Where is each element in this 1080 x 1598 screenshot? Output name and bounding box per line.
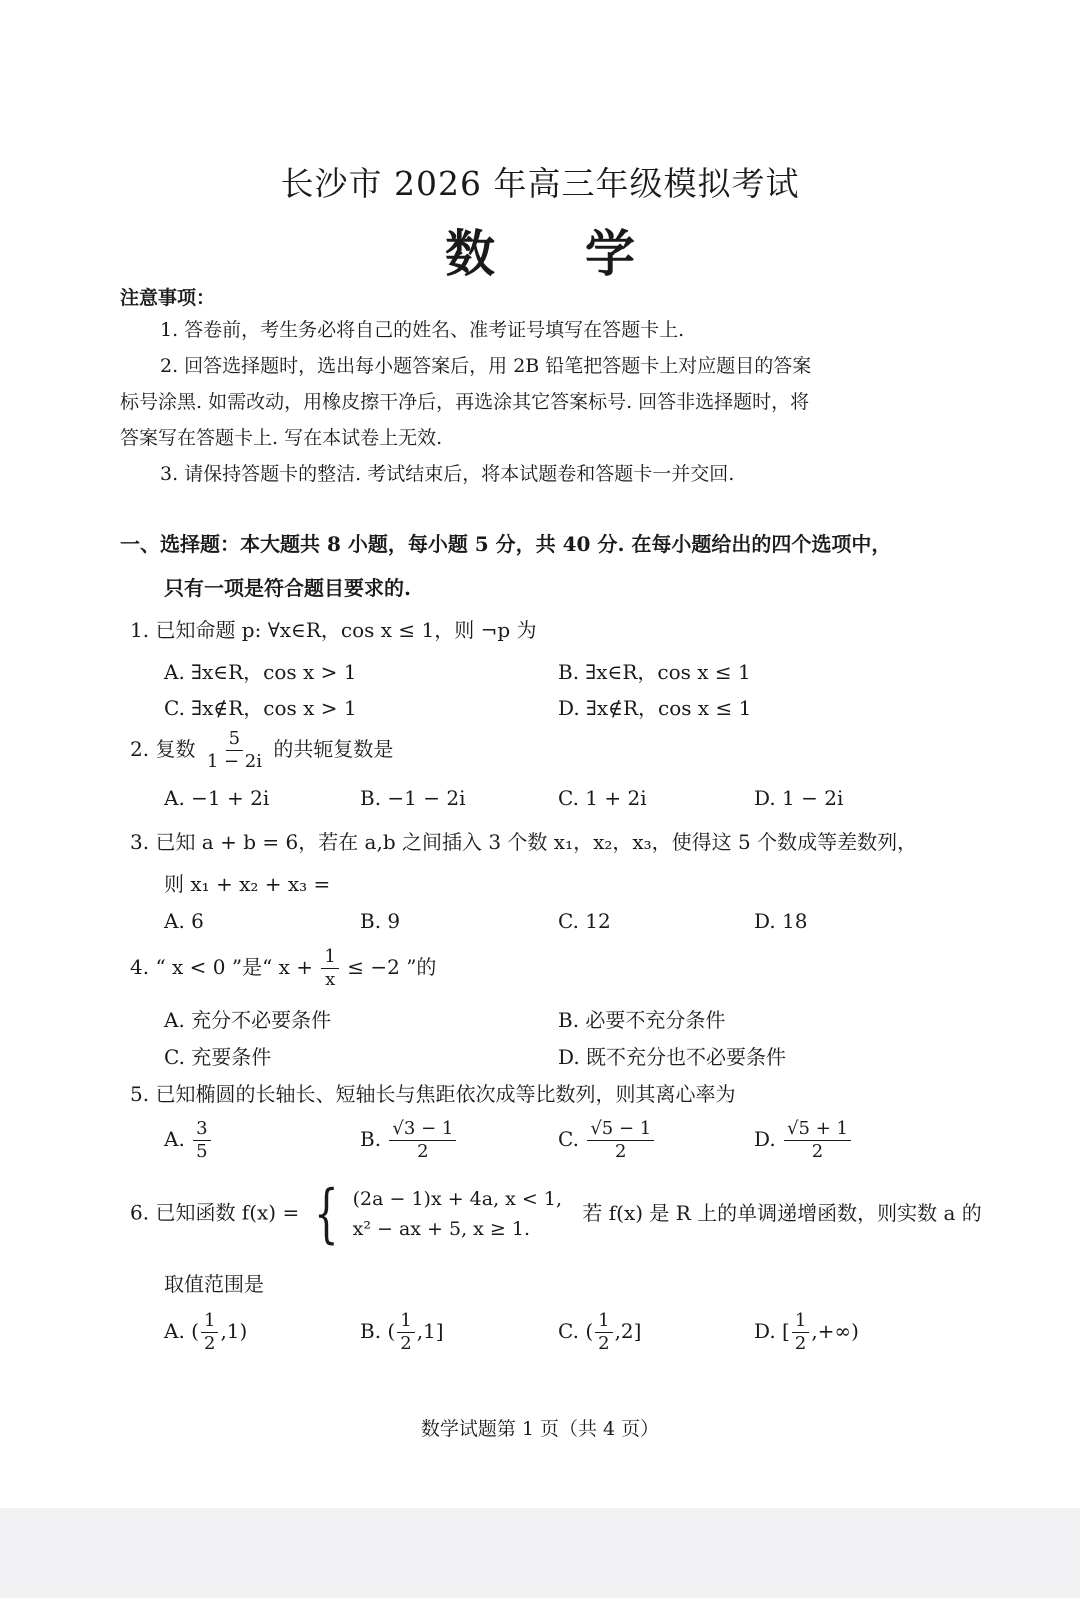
question-6-option-b [360, 1312, 444, 1353]
piecewise-case-1: (2a − 1)x + 4a, x < 1, [352, 1188, 563, 1210]
notes-heading: 注意事项： [120, 287, 216, 309]
option-label: D. [754, 1127, 776, 1151]
question-1-stem: 1. 已知命题 p: ∀x∈R，cos x ≤ 1，则 ¬p 为 [130, 618, 537, 642]
fraction-numerator: 5 [226, 730, 243, 751]
option-label: B. [360, 1319, 382, 1343]
fraction-denominator: 2 [400, 1333, 412, 1354]
exam-title: 长沙市 2026 年高三年级模拟考试 [280, 164, 800, 203]
question-3-option-c: C. 12 [558, 909, 611, 933]
question-1-option-c: C. ∃x∉R，cos x > 1 [164, 696, 357, 720]
question-5-stem: 5. 已知椭圆的长轴长、短轴长与焦距依次成等比数列，则其离心率为 [130, 1082, 736, 1106]
question-6-suffix: 若 f(x) 是 R 上的单调递增函数，则实数 a 的 [582, 1200, 982, 1225]
question-4-stem [130, 948, 436, 989]
interval-close: ,1] [416, 1319, 444, 1343]
fraction-denominator: 2 [615, 1141, 627, 1162]
interval-close: ,1) [220, 1319, 248, 1343]
question-3-stem-line-2: 则 x₁ + x₂ + x₃ = [164, 872, 331, 896]
fraction-denominator: 5 [196, 1141, 208, 1162]
question-1-option-d: D. ∃x∉R，cos x ≤ 1 [558, 696, 752, 720]
option-label: A. [164, 1127, 185, 1151]
note-item-2-line-3: 答案写在答题卡上. 写在本试卷上无效. [120, 427, 443, 449]
fraction-numerator: 1 [201, 1312, 218, 1333]
question-6-stem-line-2: 取值范围是 [164, 1272, 264, 1296]
fraction-numerator: √5 − 1 [587, 1120, 654, 1141]
option-label: B. [360, 1127, 382, 1151]
fraction-numerator: 1 [321, 948, 338, 969]
piecewise-cases [353, 1184, 562, 1244]
question-3-option-d: D. 18 [754, 909, 808, 933]
fraction-denominator: x [325, 969, 336, 990]
question-2-suffix: 的共轭复数是 [273, 737, 394, 761]
option-fraction [784, 1120, 851, 1161]
fraction-numerator: 1 [792, 1312, 809, 1333]
fraction-numerator: √5 + 1 [784, 1120, 851, 1141]
note-item-3: 3. 请保持答题卡的整洁. 考试结束后，将本试题卷和答题卡一并交回. [160, 463, 735, 485]
question-2-option-d: D. 1 − 2i [754, 786, 844, 810]
question-4-option-b: B. 必要不充分条件 [558, 1008, 726, 1032]
interval-open-bracket: ( [191, 1319, 199, 1343]
question-4-suffix: ≤ −2 ”的 [347, 955, 437, 979]
fraction-denominator: 2 [811, 1141, 824, 1162]
piecewise-case-2: x² − ax + 5, x ≥ 1. [352, 1218, 531, 1240]
fraction-denominator: 2 [417, 1141, 429, 1162]
question-2-option-c: C. 1 + 2i [558, 786, 647, 810]
fraction-numerator: 1 [595, 1312, 612, 1333]
question-3-stem: 3. 已知 a + b = 6，若在 a,b 之间插入 3 个数 x₁，x₂，x₃，使得这 5 个数成等差数列， [130, 830, 918, 854]
question-6-prefix: 6. 已知函数 f(x) = [130, 1200, 300, 1225]
option-fraction [397, 1312, 414, 1353]
option-fraction [389, 1120, 456, 1161]
page-footer: 数学试题第 1 页（共 4 页） [420, 1418, 660, 1440]
question-4-option-d: D. 既不充分也不必要条件 [558, 1045, 787, 1069]
option-fraction [595, 1312, 612, 1353]
option-label: C. [558, 1127, 579, 1151]
question-4-option-a: A. 充分不必要条件 [164, 1008, 332, 1032]
option-label: C. [558, 1319, 579, 1343]
fraction-numerator: 3 [193, 1120, 210, 1141]
interval-open-bracket: ( [387, 1319, 396, 1343]
note-item-2-line-2: 标号涂黑. 如需改动，用橡皮擦干净后，再选涂其它答案标号. 回答非选择题时，将 [120, 391, 810, 413]
question-2-stem [130, 730, 393, 771]
interval-open-bracket: ( [585, 1319, 594, 1343]
option-label: A. [164, 1319, 185, 1343]
subject-title: 数学 [445, 224, 725, 283]
viewer-bottom-bar [0, 1508, 1080, 1598]
question-5-option-c [558, 1120, 656, 1161]
question-3-option-b: B. 9 [360, 909, 401, 933]
question-4-fraction [321, 948, 338, 989]
question-5-option-a [164, 1120, 213, 1161]
question-2-option-b: B. −1 − 2i [360, 786, 466, 810]
question-2-option-a: A. −1 + 2i [164, 786, 270, 810]
section-1-heading-line-2: 只有一项是符合题目要求的. [164, 576, 411, 600]
question-4-option-c: C. 充要条件 [164, 1045, 272, 1069]
interval-close: ,+∞) [811, 1319, 859, 1343]
question-5-option-d [754, 1120, 853, 1161]
question-5-option-b [360, 1120, 458, 1161]
question-6-stem [130, 1177, 982, 1251]
piecewise-brace: { [313, 1177, 339, 1251]
question-6-option-c [558, 1312, 641, 1353]
interval-open-bracket: [ [782, 1319, 790, 1343]
option-label: D. [754, 1319, 776, 1343]
note-item-2-line-1: 2. 回答选择题时，选出每小题答案后，用 2B 铅笔把答题卡上对应题目的答案 [160, 355, 812, 377]
question-3-option-a: A. 6 [164, 909, 204, 933]
option-fraction [193, 1120, 210, 1161]
question-2-fraction [204, 730, 265, 771]
question-1-option-a: A. ∃x∈R，cos x > 1 [164, 660, 357, 684]
question-6-option-d [754, 1312, 859, 1353]
section-1-heading: 一、选择题：本大题共 8 小题，每小题 5 分，共 40 分. 在每小题给出的四个选项中， [120, 532, 892, 556]
option-fraction [201, 1312, 218, 1353]
question-2-prefix: 2. 复数 [130, 737, 196, 761]
question-1-option-b: B. ∃x∈R，cos x ≤ 1 [558, 660, 751, 684]
fraction-denominator: 2 [794, 1333, 807, 1354]
question-6-option-a [164, 1312, 247, 1353]
option-fraction [792, 1312, 809, 1353]
fraction-denominator: 1 − 2i [206, 751, 262, 772]
note-item-1: 1. 答卷前，考生务必将自己的姓名、准考证号填写在答题卡上. [160, 319, 685, 341]
fraction-numerator: √3 − 1 [389, 1120, 456, 1141]
interval-close: ,2] [614, 1319, 642, 1343]
option-fraction [587, 1120, 654, 1161]
fraction-denominator: 2 [203, 1333, 216, 1354]
fraction-denominator: 2 [598, 1333, 610, 1354]
fraction-numerator: 1 [397, 1312, 414, 1333]
question-4-prefix: 4. “ x < 0 ”是“ x + [130, 955, 314, 979]
